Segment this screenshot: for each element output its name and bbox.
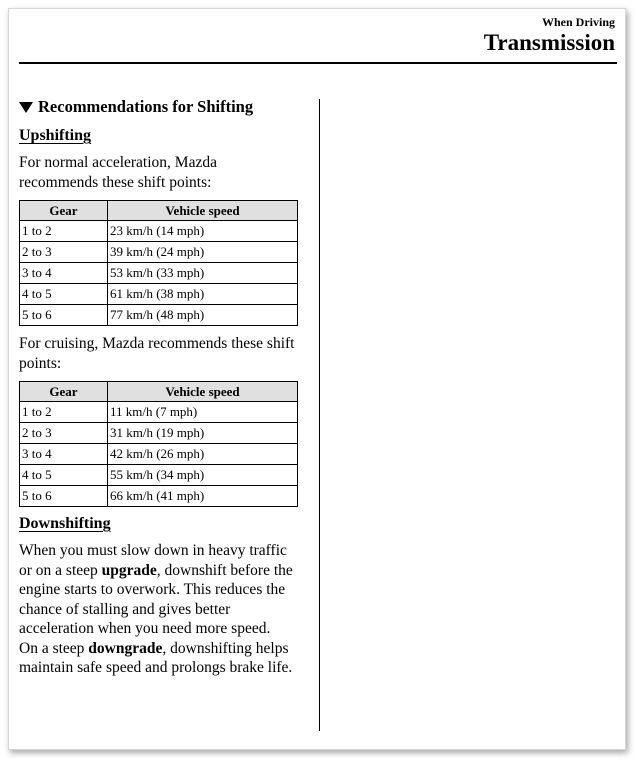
speed-cell: 53 km/h (33 mph) xyxy=(108,263,298,284)
manual-page xyxy=(8,8,626,750)
page-title: Transmission xyxy=(483,30,615,55)
header-divider xyxy=(19,62,617,64)
cruising-shift-table xyxy=(19,381,298,507)
table-header-row xyxy=(20,382,298,402)
table-row xyxy=(20,444,298,465)
downshifting-paragraph-2 xyxy=(19,639,299,678)
downshifting-text: , downshift before the engine starts to overwork. This reduces the chance of stalling and gives better acceleration when you need more speed. xyxy=(19,561,293,637)
speed-cell: 55 km/h (34 mph) xyxy=(108,465,298,486)
table-row xyxy=(20,242,298,263)
gear-cell: 1 to 2 xyxy=(20,221,108,242)
gear-cell: 3 to 4 xyxy=(20,263,108,284)
column-header-speed: Vehicle speed xyxy=(108,382,298,402)
triangle-down-icon xyxy=(19,102,33,113)
downshifting-text: , downshifting helps maintain safe speed and prolongs brake life. xyxy=(19,639,293,676)
table-row xyxy=(20,423,298,444)
speed-cell: 61 km/h (38 mph) xyxy=(108,284,298,305)
gear-cell: 5 to 6 xyxy=(20,486,108,507)
speed-cell: 39 km/h (24 mph) xyxy=(108,242,298,263)
table-row xyxy=(20,305,298,326)
upshifting-intro-cruising: For cruising, Mazda recommends these shift points: xyxy=(19,335,295,372)
table-row xyxy=(20,263,298,284)
table-row xyxy=(20,486,298,507)
speed-cell: 77 km/h (48 mph) xyxy=(108,305,298,326)
section-heading-text: Recommendations for Shifting xyxy=(38,97,254,116)
gear-cell: 1 to 2 xyxy=(20,402,108,423)
column-header-gear: Gear xyxy=(20,382,108,402)
gear-cell: 4 to 5 xyxy=(20,465,108,486)
downshifting-text: On a steep xyxy=(19,639,89,657)
table-row xyxy=(20,465,298,486)
gear-cell: 2 to 3 xyxy=(20,242,108,263)
table-row xyxy=(20,284,298,305)
downshifting-paragraph-1 xyxy=(19,541,299,639)
downshifting-title: Downshifting xyxy=(19,515,111,532)
column-header-speed: Vehicle speed xyxy=(108,201,298,221)
speed-cell: 66 km/h (41 mph) xyxy=(108,486,298,507)
gear-cell: 2 to 3 xyxy=(20,423,108,444)
gear-cell: 4 to 5 xyxy=(20,284,108,305)
downshifting-text: When you must slow down in heavy traffic or on a steep xyxy=(19,542,287,579)
speed-cell: 23 km/h (14 mph) xyxy=(108,221,298,242)
downshifting-emphasis: upgrade xyxy=(101,561,157,579)
speed-cell: 42 km/h (26 mph) xyxy=(108,444,298,465)
gear-cell: 3 to 4 xyxy=(20,444,108,465)
normal-shift-table xyxy=(19,200,298,326)
speed-cell: 11 km/h (7 mph) xyxy=(108,402,298,423)
column-divider xyxy=(319,99,320,731)
column-header-gear: Gear xyxy=(20,201,108,221)
upshifting-intro-normal: For normal acceleration, Mazda recommends these shift points: xyxy=(19,154,217,191)
table-header-row xyxy=(20,201,298,221)
upshifting-title: Upshifting xyxy=(19,127,92,144)
left-column xyxy=(19,97,299,686)
downshifting-emphasis: downgrade xyxy=(88,639,163,657)
table-row xyxy=(20,402,298,423)
table-row xyxy=(20,221,298,242)
speed-cell: 31 km/h (19 mph) xyxy=(108,423,298,444)
section-heading xyxy=(19,97,299,117)
gear-cell: 5 to 6 xyxy=(20,305,108,326)
header-section-label: When Driving xyxy=(541,15,615,29)
